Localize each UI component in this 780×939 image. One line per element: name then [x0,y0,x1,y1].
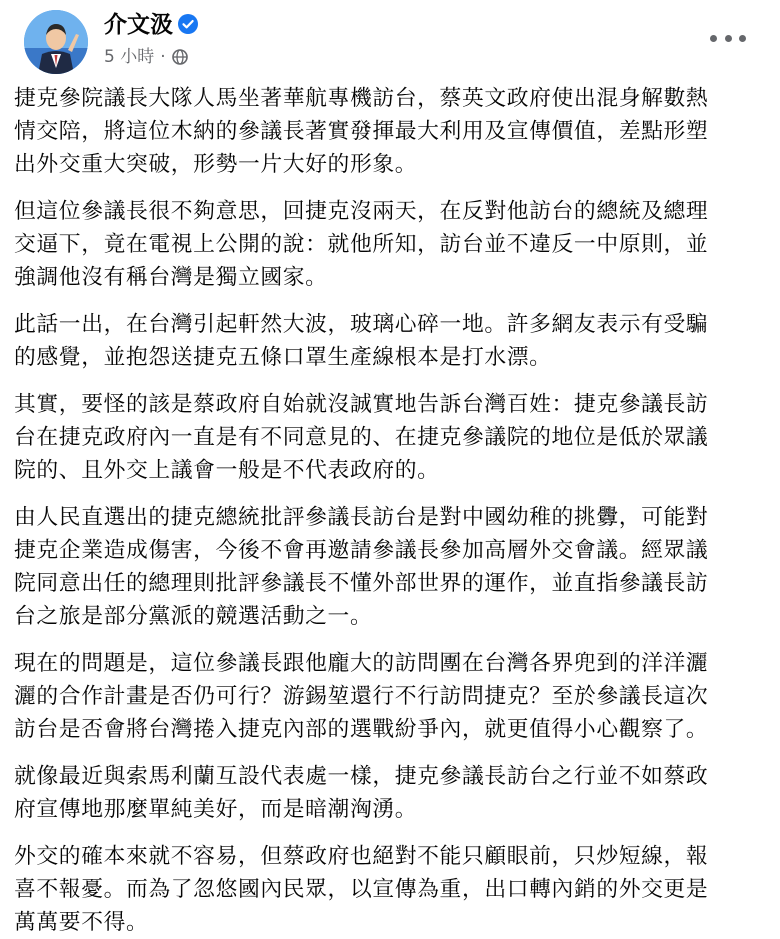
author-avatar[interactable] [24,10,88,74]
post-paragraph-1: 捷克參院議長大隊人馬坐著華航專機訪台，蔡英文政府使出混身解數熱 情交陪，將這位木納的參議長著實發揮最大利用及宣傳價值，差點形塑 出外交重大突破，形勢一片大好的形象。 [14,86,709,177]
post-paragraph-5: 由人民直選出的捷克總統批評參議長訪台是對中國幼稚的挑釁，可能對 捷克企業造成傷害，今後不會再邀請參議長參加高層外交會議。經眾議 院同意出任的總理則批評參議長不懂外部世界的運作，並直指參議長訪 台之旅是部分黨派的競選活動之一。 [14,505,709,629]
more-dot [710,35,717,42]
post-timestamp[interactable]: 5 小時 [104,47,155,67]
globe-icon[interactable] [172,49,188,65]
more-options-icon[interactable] [710,26,746,50]
post-meta [104,46,188,68]
post-paragraph-2: 但這位參議長很不夠意思，回捷克沒兩天，在反對他訪台的總統及總理 交逼下，竟在電視上公開的說：就他所知，訪台並不違反一中原則，並 強調他沒有稱台灣是獨立國家。 [14,199,709,290]
post-paragraph-8: 外交的確本來就不容易，但蔡政府也絕對不能只顧眼前，只炒短線，報 喜不報憂。而為了忽悠國內民眾，以宣傳為重，出口轉內銷的外交更是 萬萬要不得。 [14,844,709,935]
meta-separator: · [160,47,166,67]
more-dot [739,35,746,42]
post-paragraph-6: 現在的問題是，這位參議長跟他龐大的訪問團在台灣各界兜到的洋洋灑 灑的合作計畫是否仍可行？游錫堃還行不行訪問捷克？至於參議長這次 訪台是否會將台灣捲入捷克內部的選戰紛爭內，就更值得小心觀察了。 [14,651,709,742]
author-name[interactable]: 介文汲 [104,12,173,38]
post-paragraph-4: 其實，要怪的該是蔡政府自始就沒誠實地告訴台灣百姓：捷克參議長訪 台在捷克政府內一直是有不同意見的、在捷克參議院的地位是低於眾議 院的、且外交上議會一般是不代表政府的。 [14,392,709,483]
post-body [14,82,766,939]
avatar-portrait-image [24,10,88,74]
more-dot [725,35,732,42]
verified-badge-icon [178,14,198,34]
post-paragraph-3: 此話一出，在台灣引起軒然大波，玻璃心碎一地。許多網友表示有受騙 的感覺，並抱怨送捷克五條口罩生產線根本是打水漂。 [14,312,709,370]
post-paragraph-7: 就像最近與索馬利蘭互設代表處一樣，捷克參議長訪台之行並不如蔡政 府宣傳地那麼單純美好，而是暗潮洶湧。 [14,764,709,822]
post-header [14,0,766,82]
